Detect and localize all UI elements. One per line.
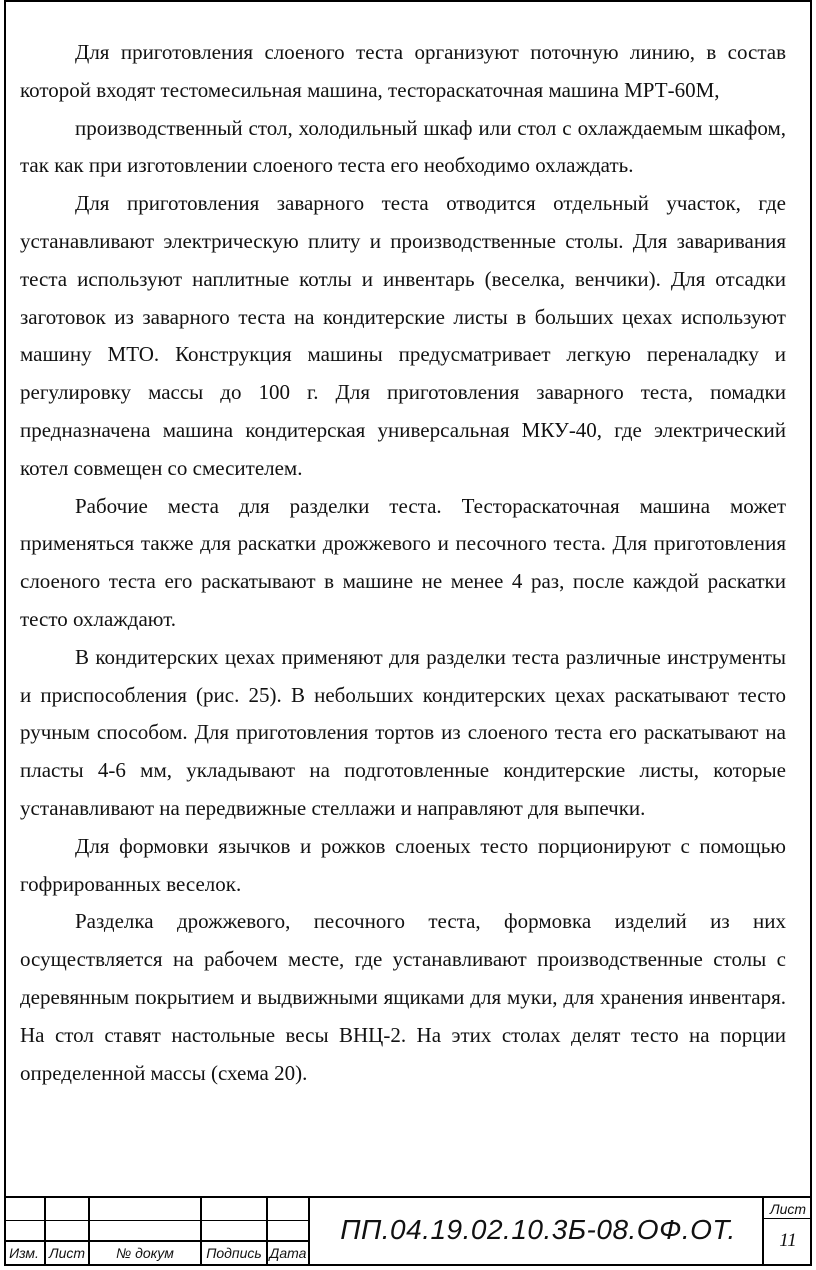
paragraph: Для приготовления заварного теста отводится отдельный участок, где устанавливают электрическую плиту и производственные столы. Для заваривания теста используют наплитные котлы и инвентарь (веселка, венчики). Для отсадки заготовок из заварного теста на кондитерские листы в больших цехах используют машину МТО. Конструкция машины предусматривает легкую переналадку и регулировку массы до 100 г. Для приготовления заварного теста, помадки предназначена машина кондитерская универсальная МКУ-40, где электрический котел совмещен со смесителем. xyxy=(20,191,786,480)
title-block-row-line xyxy=(4,1220,308,1221)
sheet-number: 11 xyxy=(779,1230,797,1251)
paragraph: Для приготовления слоеного теста организуют поточную линию, в состав которой входят тестомесильная машина, тестораскаточная машина МРТ-60М, xyxy=(20,40,786,102)
sheet-col-label: Лист xyxy=(48,1245,86,1261)
document-code: ПП.04.19.02.10.3Б-08.ОФ.ОТ. xyxy=(340,1214,736,1245)
document-number-label: № докум xyxy=(116,1245,174,1261)
signature-label: Подпись xyxy=(206,1245,262,1261)
paragraph: Для формовки язычков и рожков слоеных тесто порционируют с помощью гофрированных веселок. xyxy=(20,833,786,896)
paragraph: производственный стол, холодильный шкаф или стол с охлаждаемым шкафом, так как при изготовлении слоеного теста его необходимо охлаждать. xyxy=(20,115,786,178)
sheet-cell-line xyxy=(762,1218,812,1219)
paragraph: Разделка дрожжевого, песочного теста, формовка изделий из них осуществляется на рабочем месте, где устанавливают производственные столы с деревянным покрытием и выдвижными ящиками для муки, для хранения инвентаря. На стол ставят настольные весы ВНЦ-2. На этих столах делят тесто на порции определенной массы (схема 20). xyxy=(20,909,786,1085)
change-label: Изм. xyxy=(9,1245,39,1261)
paragraph: В кондитерских цехах применяют для разделки теста различные инструменты и приспособления (рис. 25). В небольших кондитерских цехах раскатывают тесто ручным способом. Для приготовления тортов из слоеного теста его раскатывают на пласты 4-6 мм, укладывают на подготовленные кондитерские листы, которые устанавливают на передвижные стеллажи и направляют для выпечки. xyxy=(20,644,786,820)
date-label: Дата xyxy=(269,1245,307,1261)
paragraph: Рабочие места для разделки теста. Тестораскаточная машина может применяться также для раскатки дрожжевого и песочного теста. Для приготовления слоеного теста его раскатывают в машине не менее 4 раз, после каждой раскатки тесто охлаждают. xyxy=(20,493,786,631)
title-block xyxy=(4,1196,812,1266)
document-body xyxy=(20,34,786,1092)
sheet-label: Лист xyxy=(769,1201,807,1217)
